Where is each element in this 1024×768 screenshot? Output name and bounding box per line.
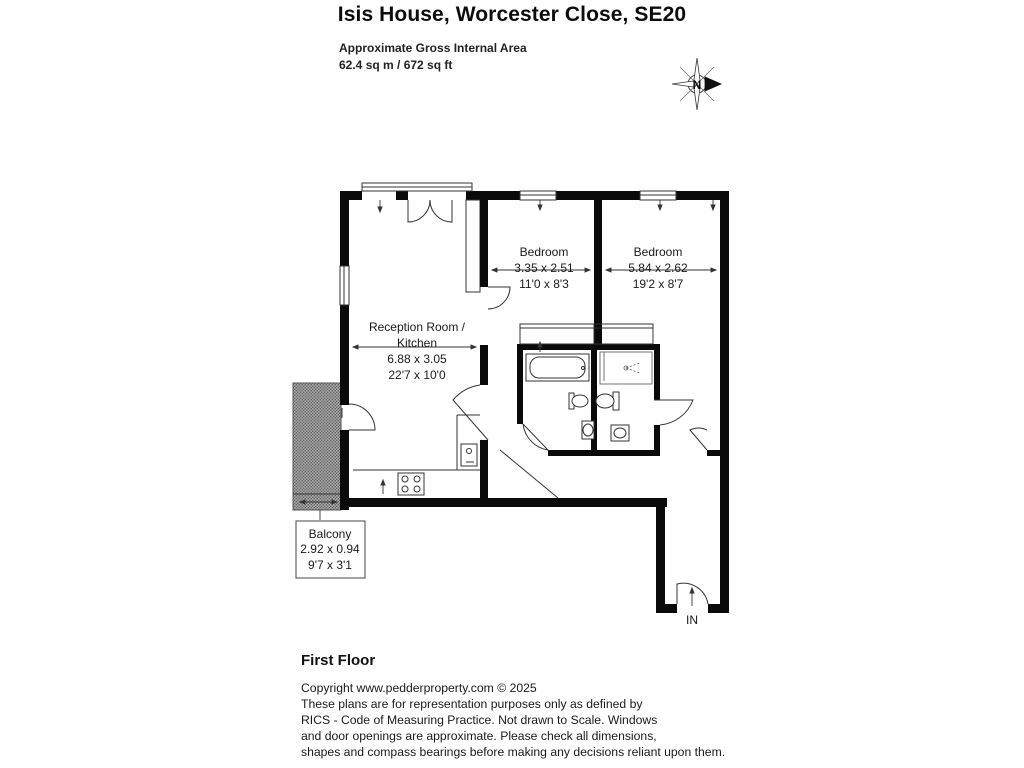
disclaimer-line: RICS - Code of Measuring Practice. Not drawn to Scale. Windows (301, 713, 658, 727)
balcony-name: Balcony (308, 527, 352, 541)
french-doors (408, 200, 452, 222)
balcony-imperial: 9'7 x 3'1 (308, 558, 352, 572)
entrance-label: IN (686, 613, 698, 627)
bedroom1-name: Bedroom (519, 245, 569, 259)
kitchen-units (353, 415, 480, 495)
reception-metric: 6.88 x 3.05 (387, 352, 447, 366)
balcony-metric: 2.92 x 0.94 (300, 542, 360, 556)
copyright-text: Copyright www.pedderproperty.com © 2025 (301, 681, 537, 695)
reception-name-line2: Kitchen (396, 336, 438, 350)
page-title: Isis House, Worcester Close, SE20 (337, 3, 687, 26)
area-label: Approximate Gross Internal Area (339, 41, 527, 55)
sanitary-fittings (569, 392, 629, 441)
bedroom2-imperial: 19'2 x 8'7 (632, 277, 684, 291)
balcony-area (293, 383, 341, 510)
area-value: 62.4 sq m / 672 sq ft (339, 58, 453, 72)
reception-name-line1: Reception Room / (368, 320, 466, 334)
compass-north-label: N (692, 78, 702, 92)
bedroom1-imperial: 11'0 x 8'3 (519, 277, 569, 291)
disclaimer-line: shapes and compass bearings before making any decisions reliant upon them. (301, 745, 726, 759)
disclaimer-line: These plans are for representation purposes only as defined by (301, 697, 643, 711)
compass-icon (672, 58, 721, 110)
bedroom2-metric: 5.84 x 2.62 (628, 261, 688, 275)
disclaimer-line: and door openings are approximate. Please check all dimensions, (301, 729, 657, 743)
bath (526, 354, 589, 381)
bedroom1-metric: 3.35 x 2.51 (514, 261, 574, 275)
reception-imperial: 22'7 x 10'0 (388, 368, 446, 382)
shower (600, 352, 652, 384)
bedroom2-name: Bedroom (633, 245, 683, 259)
floor-label: First Floor (301, 652, 376, 669)
